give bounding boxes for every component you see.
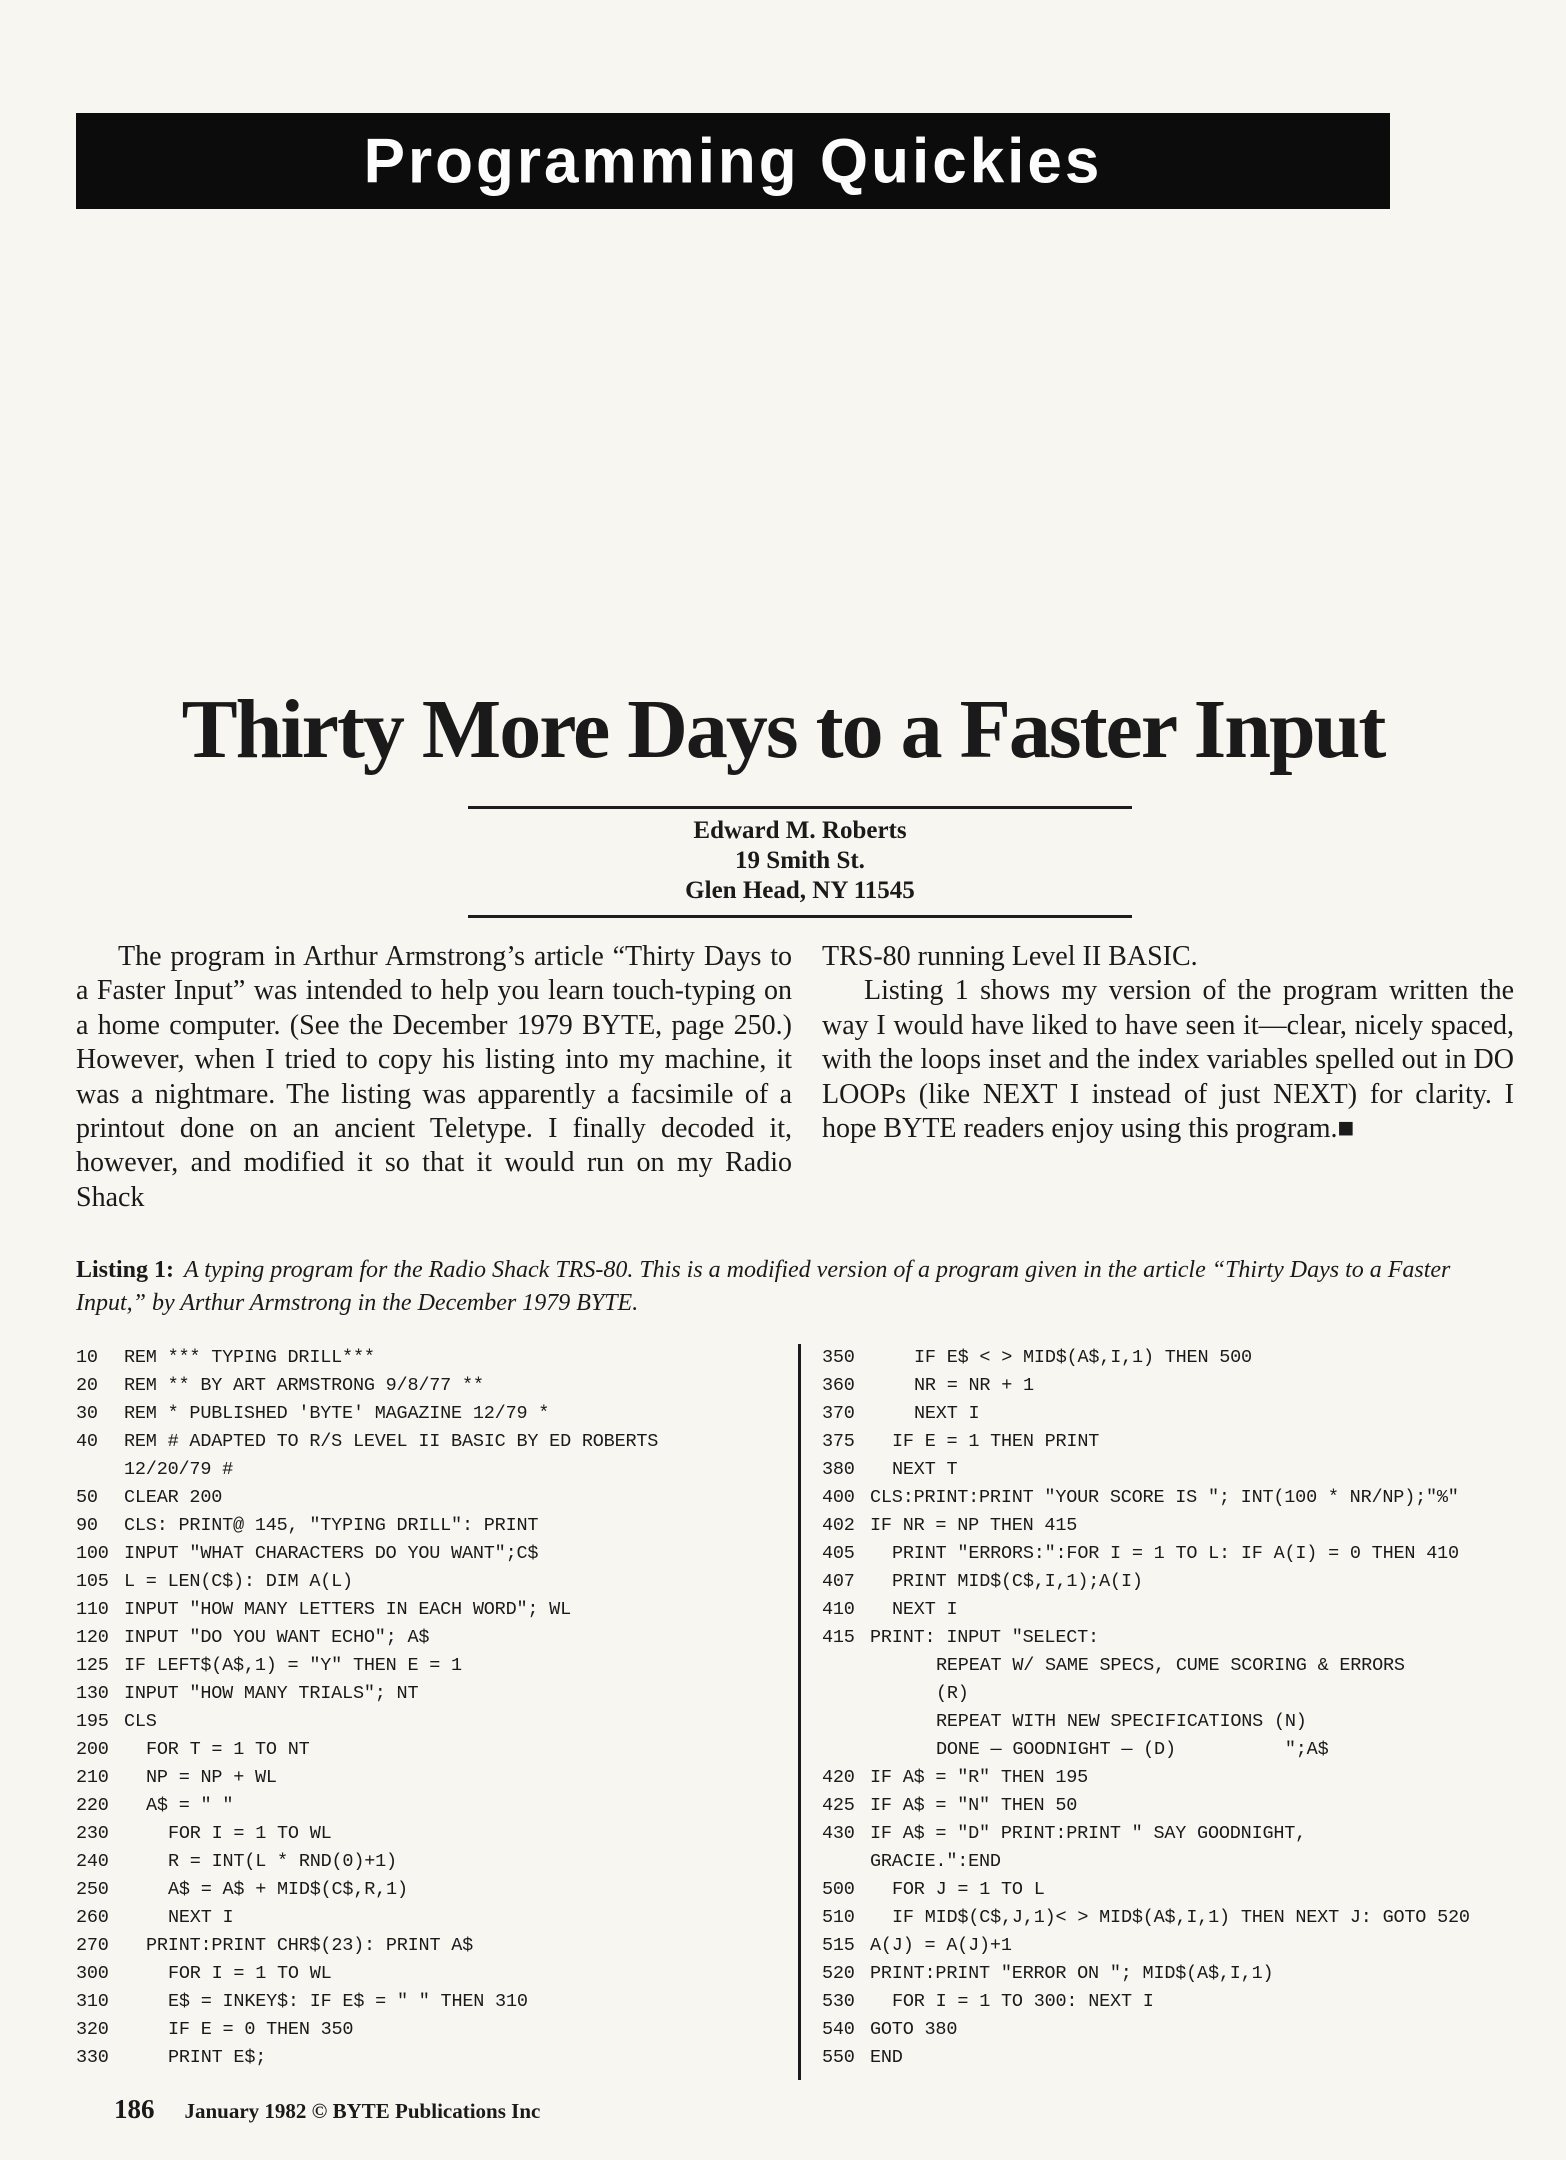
code-line-number: 402 xyxy=(822,1515,855,1536)
code-line-number: 220 xyxy=(76,1795,109,1816)
code-line-number: 370 xyxy=(822,1403,855,1424)
code-line xyxy=(76,1428,788,1456)
code-line-number: 110 xyxy=(76,1599,109,1620)
code-line-number: 420 xyxy=(822,1767,855,1788)
code-line xyxy=(822,2044,1516,2072)
code-line xyxy=(76,1904,788,1932)
code-line xyxy=(822,1988,1516,2016)
code-text: (R) xyxy=(936,1683,969,1704)
code-line-number: 407 xyxy=(822,1571,855,1592)
code-line xyxy=(822,1512,1516,1540)
body-column-left xyxy=(76,940,792,1215)
code-line-number xyxy=(822,1680,870,1708)
code-line xyxy=(822,1680,1516,1708)
code-line-number: 240 xyxy=(76,1851,109,1872)
code-line-number: 515 xyxy=(822,1935,855,1956)
code-text: CLEAR 200 xyxy=(124,1487,223,1508)
code-text: IF A$ = "N" THEN 50 xyxy=(870,1795,1078,1816)
listing-caption xyxy=(76,1254,1514,1320)
code-text: E$ = INKEY$: IF E$ = " " THEN 310 xyxy=(168,1991,528,2012)
code-text: INPUT "HOW MANY LETTERS IN EACH WORD"; WL xyxy=(124,1599,571,1620)
code-line-number: 550 xyxy=(822,2047,855,2068)
code-text: REM # ADAPTED TO R/S LEVEL II BASIC BY ED ROBERTS xyxy=(124,1431,659,1452)
code-text: IF E = 0 THEN 350 xyxy=(168,2019,354,2040)
code-column-left xyxy=(76,1344,788,2080)
code-line xyxy=(822,1568,1516,1596)
code-line-number: 360 xyxy=(822,1375,855,1396)
listing-caption-text: A typing program for the Radio Shack TRS-80. This is a modified version of a program given in the article “Thirty Days to a Faster Input,” by Arthur Armstrong in the December 1979 BYTE. xyxy=(76,1257,1451,1316)
code-line-number: 250 xyxy=(76,1879,109,1900)
code-line-number xyxy=(822,1652,870,1680)
code-text: FOR I = 1 TO WL xyxy=(168,1963,332,1984)
code-line xyxy=(76,1512,788,1540)
code-line xyxy=(76,1484,788,1512)
code-text: CLS xyxy=(124,1711,157,1732)
code-line xyxy=(76,1764,788,1792)
code-text: PRINT:PRINT CHR$(23): PRINT A$ xyxy=(146,1935,474,1956)
code-text: PRINT: INPUT "SELECT: xyxy=(870,1627,1099,1648)
code-line xyxy=(76,1848,788,1876)
code-line xyxy=(822,1344,1516,1372)
code-line xyxy=(822,1876,1516,1904)
code-line xyxy=(822,1904,1516,1932)
code-line-number: 30 xyxy=(76,1403,98,1424)
code-line xyxy=(76,1820,788,1848)
body-paragraph: The program in Arthur Armstrong’s article “Thirty Days to a Faster Input” was intended to help you learn touch-typing on a home computer. (See the December 1979 BYTE, page 250.) However, when I tried to copy his listing into my machine, it was a nightmare. The listing was apparently a facsimile of a printout done on an ancient Teletype. I finally decoded it, however, and modified it so that it would run on my Radio Shack xyxy=(76,941,792,1213)
body-paragraph: Listing 1 shows my version of the program written the way I would have liked to have seen it—clear, nicely spaced, with the loops inset and the index variables spelled out in DO LOOPs (like NEXT I instead of just NEXT) for clarity. I hope BYTE readers enjoy using this program.■ xyxy=(822,975,1514,1145)
code-text: INPUT "DO YOU WANT ECHO"; A$ xyxy=(124,1627,430,1648)
page-footer xyxy=(114,2094,540,2125)
code-line-number: 530 xyxy=(822,1991,855,2012)
code-line xyxy=(76,1708,788,1736)
code-line xyxy=(76,1344,788,1372)
code-text: NEXT I xyxy=(892,1599,958,1620)
code-text: FOR T = 1 TO NT xyxy=(146,1739,310,1760)
code-line-number xyxy=(822,1848,870,1876)
code-line xyxy=(76,1400,788,1428)
code-line-number: 90 xyxy=(76,1515,98,1536)
code-line xyxy=(822,1540,1516,1568)
code-text: FOR J = 1 TO L xyxy=(892,1879,1045,1900)
code-line xyxy=(822,1596,1516,1624)
code-text: L = LEN(C$): DIM A(L) xyxy=(124,1571,353,1592)
code-line xyxy=(76,2016,788,2044)
code-text: REM *** TYPING DRILL*** xyxy=(124,1347,375,1368)
code-line-number: 410 xyxy=(822,1599,855,1620)
code-text: REPEAT WITH NEW SPECIFICATIONS (N) xyxy=(936,1711,1307,1732)
code-line xyxy=(822,1736,1516,1764)
code-line-number: 120 xyxy=(76,1627,109,1648)
code-line xyxy=(822,1960,1516,1988)
code-line-number: 50 xyxy=(76,1487,98,1508)
code-line xyxy=(822,1456,1516,1484)
listing-caption-label: Listing 1: xyxy=(76,1257,175,1283)
code-listing xyxy=(76,1344,1516,2080)
code-text: IF A$ = "R" THEN 195 xyxy=(870,1767,1089,1788)
code-line-number: 510 xyxy=(822,1907,855,1928)
code-line-number: 270 xyxy=(76,1935,109,1956)
code-line-number: 380 xyxy=(822,1459,855,1480)
code-text: A$ = " " xyxy=(146,1795,234,1816)
code-line xyxy=(76,1596,788,1624)
code-line xyxy=(76,1988,788,2016)
code-line-number: 230 xyxy=(76,1823,109,1844)
code-line-number: 130 xyxy=(76,1683,109,1704)
code-line-number: 500 xyxy=(822,1879,855,1900)
author-street: 19 Smith St. xyxy=(735,847,865,874)
code-line-number: 400 xyxy=(822,1487,855,1508)
footer-credit: January 1982 © BYTE Publications Inc xyxy=(184,2099,541,2123)
code-line-number xyxy=(822,1736,870,1764)
code-line xyxy=(822,1792,1516,1820)
code-line xyxy=(76,1960,788,1988)
code-text: A(J) = A(J)+1 xyxy=(870,1935,1012,1956)
code-text: PRINT "ERRORS:":FOR I = 1 TO L: IF A(I) = 0 THEN 410 xyxy=(892,1543,1459,1564)
code-line-number xyxy=(822,1708,870,1736)
code-line-number: 405 xyxy=(822,1543,855,1564)
code-text: PRINT:PRINT "ERROR ON "; MID$(A$,I,1) xyxy=(870,1963,1274,1984)
code-line-number: 520 xyxy=(822,1963,855,1984)
code-line xyxy=(822,1932,1516,1960)
code-text: IF LEFT$(A$,1) = "Y" THEN E = 1 xyxy=(124,1655,462,1676)
article-title: Thirty More Days to a Faster Input xyxy=(181,683,1385,776)
code-line xyxy=(822,1484,1516,1512)
code-text: REM * PUBLISHED 'BYTE' MAGAZINE 12/79 * xyxy=(124,1403,550,1424)
code-text: IF MID$(C$,J,1)< > MID$(A$,I,1) THEN NEXT J: GOTO 520 xyxy=(892,1907,1470,1928)
code-line-number: 300 xyxy=(76,1963,109,1984)
code-line-number: 10 xyxy=(76,1347,98,1368)
code-text: IF E$ < > MID$(A$,I,1) THEN 500 xyxy=(914,1347,1252,1368)
code-text: 12/20/79 # xyxy=(124,1459,234,1480)
author-name: Edward M. Roberts xyxy=(693,817,907,844)
code-line xyxy=(822,1400,1516,1428)
code-text: REM ** BY ART ARMSTRONG 9/8/77 ** xyxy=(124,1375,484,1396)
body-column-right xyxy=(822,940,1514,1146)
code-text: A$ = A$ + MID$(C$,R,1) xyxy=(168,1879,408,1900)
code-line xyxy=(76,1876,788,1904)
code-line-number: 210 xyxy=(76,1767,109,1788)
section-banner xyxy=(76,113,1390,209)
body-paragraph: TRS-80 running Level II BASIC. xyxy=(822,941,1198,972)
code-text: INPUT "HOW MANY TRIALS"; NT xyxy=(124,1683,419,1704)
code-line-number: 200 xyxy=(76,1739,109,1760)
code-text: DONE — GOODNIGHT — (D) ";A$ xyxy=(936,1739,1329,1760)
code-line-number: 125 xyxy=(76,1655,109,1676)
code-line xyxy=(76,1792,788,1820)
code-text: CLS:PRINT:PRINT "YOUR SCORE IS "; INT(100 * NR/NP);"%" xyxy=(870,1487,1459,1508)
code-line-number: 330 xyxy=(76,2047,109,2068)
code-text: END xyxy=(870,2047,903,2068)
code-text: R = INT(L * RND(0)+1) xyxy=(168,1851,397,1872)
code-text: IF E = 1 THEN PRINT xyxy=(892,1431,1100,1452)
code-line-number: 430 xyxy=(822,1823,855,1844)
code-text: NEXT I xyxy=(914,1403,980,1424)
author-city: Glen Head, NY 11545 xyxy=(685,877,915,904)
code-text: CLS: PRINT@ 145, "TYPING DRILL": PRINT xyxy=(124,1515,539,1536)
code-line xyxy=(822,1372,1516,1400)
code-line-number: 425 xyxy=(822,1795,855,1816)
code-text: GOTO 380 xyxy=(870,2019,958,2040)
code-line xyxy=(822,1764,1516,1792)
code-text: NP = NP + WL xyxy=(146,1767,277,1788)
code-line-number: 320 xyxy=(76,2019,109,2040)
code-line xyxy=(76,1456,788,1484)
code-line-number: 415 xyxy=(822,1627,855,1648)
code-line xyxy=(76,1680,788,1708)
code-line xyxy=(822,1848,1516,1876)
code-line xyxy=(822,1428,1516,1456)
code-text: FOR I = 1 TO 300: NEXT I xyxy=(892,1991,1154,2012)
code-line-number: 105 xyxy=(76,1571,109,1592)
code-text: NEXT T xyxy=(892,1459,958,1480)
code-text: IF NR = NP THEN 415 xyxy=(870,1515,1078,1536)
section-banner-label: Programming Quickies xyxy=(363,125,1103,197)
code-line-number: 310 xyxy=(76,1991,109,2012)
code-line xyxy=(822,2016,1516,2044)
code-line-number: 100 xyxy=(76,1543,109,1564)
code-line xyxy=(822,1708,1516,1736)
code-text: REPEAT W/ SAME SPECS, CUME SCORING & ERRORS xyxy=(936,1655,1405,1676)
code-line-number: 20 xyxy=(76,1375,98,1396)
code-line xyxy=(76,1932,788,1960)
author-block xyxy=(468,806,1132,918)
code-text: PRINT E$; xyxy=(168,2047,267,2068)
code-column-right xyxy=(798,1344,1516,2080)
code-line-number: 375 xyxy=(822,1431,855,1452)
code-line-number: 260 xyxy=(76,1907,109,1928)
code-line xyxy=(76,1652,788,1680)
code-line xyxy=(76,1568,788,1596)
code-text: IF A$ = "D" PRINT:PRINT " SAY GOODNIGHT, xyxy=(870,1823,1307,1844)
code-line-number xyxy=(76,1456,124,1484)
code-line-number: 540 xyxy=(822,2019,855,2040)
code-line xyxy=(76,1624,788,1652)
code-line xyxy=(822,1820,1516,1848)
code-text: INPUT "WHAT CHARACTERS DO YOU WANT";C$ xyxy=(124,1543,539,1564)
code-text: FOR I = 1 TO WL xyxy=(168,1823,332,1844)
code-line xyxy=(822,1652,1516,1680)
code-line-number: 195 xyxy=(76,1711,109,1732)
code-line-number: 350 xyxy=(822,1347,855,1368)
code-line xyxy=(76,1736,788,1764)
code-text: NR = NR + 1 xyxy=(914,1375,1034,1396)
code-line-number: 40 xyxy=(76,1431,98,1452)
code-line xyxy=(76,2044,788,2072)
code-text: NEXT I xyxy=(168,1907,234,1928)
code-text: GRACIE.":END xyxy=(870,1851,1001,1872)
code-line xyxy=(76,1372,788,1400)
page-number: 186 xyxy=(114,2094,155,2124)
code-text: PRINT MID$(C$,I,1);A(I) xyxy=(892,1571,1143,1592)
code-line xyxy=(76,1540,788,1568)
code-line xyxy=(822,1624,1516,1652)
